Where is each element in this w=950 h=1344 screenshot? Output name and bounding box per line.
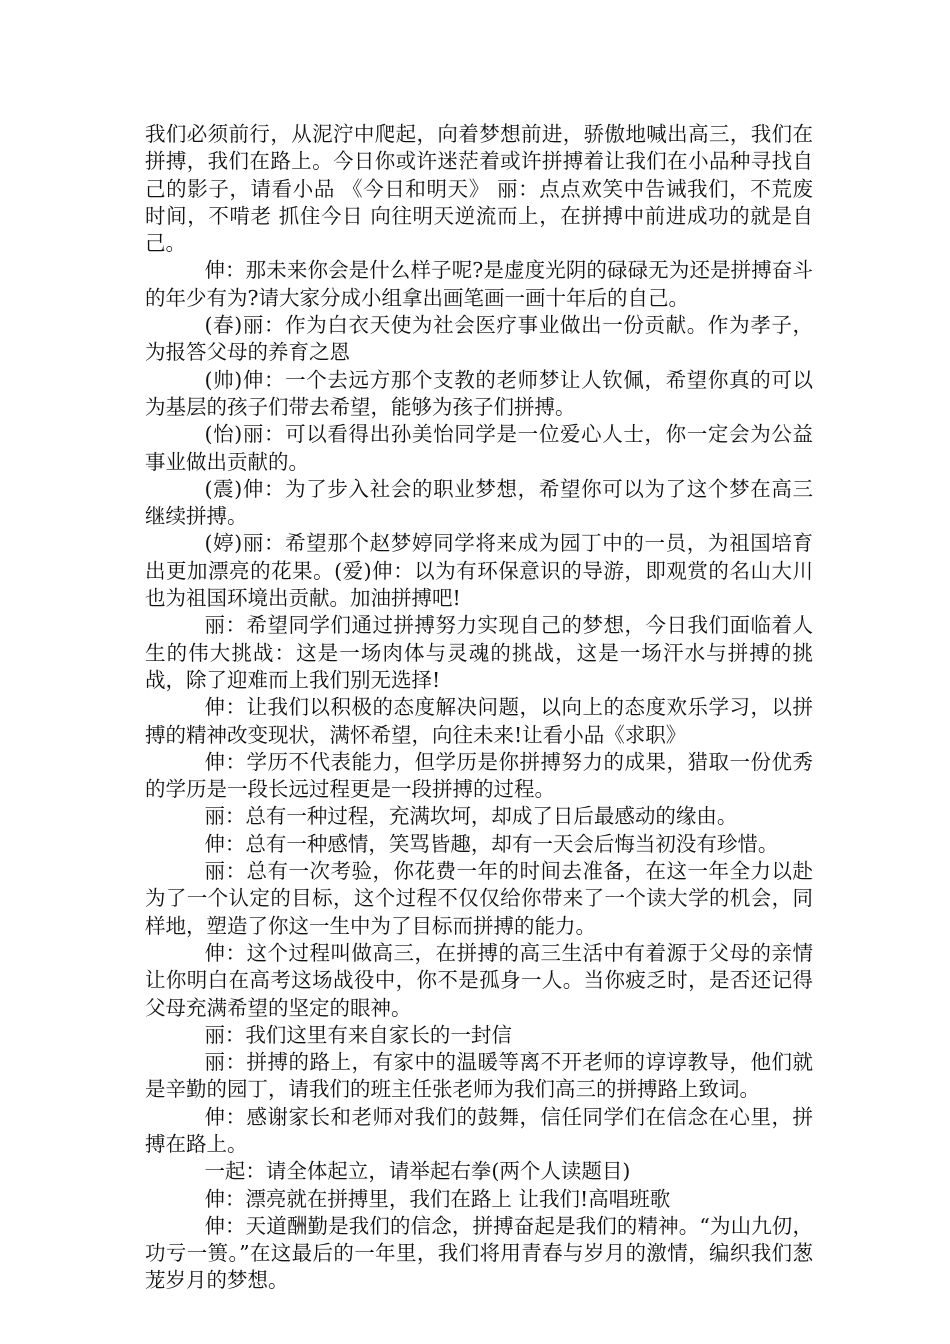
paragraph-senior-year: 伸：这个过程叫做高三，在拼搏的高三生活中有着源于父母的亲情让你明白在高考这场战役中，你不是孤身一人。当你疲乏时，是否还记得父母充满希望的坚定的眼神。 — [145, 940, 813, 1020]
paragraph-feeling: 伸：总有一种感情，笑骂皆趣，却有一天会后悔当初没有珍惜。 — [204, 831, 779, 856]
paragraph-stand-up: 一起：请全体起立，请举起右拳(两个人读题目) — [204, 1159, 631, 1184]
paragraph-yi: (怡)丽：可以看得出孙美怡同学是一位爱心人士，你一定会为公益事业做出贡献的。 — [145, 422, 813, 474]
paragraph-class-song: 伸：漂亮就在拼搏里，我们在路上 让我们!高唱班歌 — [204, 1186, 671, 1211]
document-body — [145, 121, 813, 1295]
paragraph-education: 伸：学历不代表能力，但学历是你拼搏努力的成果，猎取一份优秀的学历是一段长远过程更是一段拼搏的过程。 — [145, 749, 813, 802]
paragraph-chun: (春)丽：作为白衣天使为社会医疗事业做出一份贡献。作为孝子，为报答父母的养育之恩 — [145, 313, 813, 365]
paragraph-process: 丽：总有一种过程，充满坎坷，却成了日后最感动的缘由。 — [204, 804, 738, 829]
paragraph-test: 丽：总有一次考验，你花费一年的时间去准备，在这一年全力以赴为了一个认定的目标，这个过程不仅仅给你带来了一个读大学的机会，同样地，塑造了你这一生中为了目标而拼搏的能力。 — [145, 859, 813, 938]
paragraph-opening: 我们必须前行，从泥泞中爬起，向着梦想前进，骄傲地喊出高三，我们在拼搏，我们在路上。今日你或许迷茫着或许拼搏着让我们在小品种寻找自己的影子，请看小品 《今日和明天》 丽：点点欢笑中告诫我们，不荒废时间，不啃老 抓住今日 向往明天逆流而上，在拼搏中前进成功的就是自己。 — [145, 122, 813, 256]
paragraph-parent-letter: 丽：我们这里有来自家长的一封信 — [204, 1022, 512, 1047]
paragraph-closing: 伸：天道酬勤是我们的信念，拼搏奋起是我们的精神。“为山九仞，功亏一篑。”在这最后的一年里，我们将用青春与岁月的激情，编织我们葱茏岁月的梦想。 — [145, 1213, 813, 1293]
paragraph-ting: (婷)丽：希望那个赵梦婷同学将来成为园丁中的一员，为祖国培育出更加漂亮的花果。(爱)伸：以为有环保意识的导游，即观赏的名山大川也为祖国环境出贡献。加油拼搏吧! — [145, 531, 813, 611]
paragraph-shuai: (帅)伸：一个去远方那个支教的老师梦让人钦佩，希望你真的可以为基层的孩子们带去希望，能够为孩子们拼搏。 — [145, 367, 813, 419]
paragraph-teacher: 丽：拼搏的路上，有家中的温暖等离不开老师的谆谆教导，他们就是辛勤的园丁，请我们的班主任张老师为我们高三的拼搏路上致词。 — [145, 1050, 813, 1102]
paragraph-challenge: 丽：希望同学们通过拼搏努力实现自己的梦想，今日我们面临着人生的伟大挑战：这是一场肉体与灵魂的挑战，这是一场汗水与拼搏的挑战，除了迎难而上我们别无选择! — [145, 613, 813, 692]
paragraph-future-question: 伸：那未来你会是什么样子呢?是虚度光阴的碌碌无为还是拼搏奋斗的年少有为?请大家分成小组拿出画笔画一画十年后的自己。 — [145, 258, 813, 310]
paragraph-attitude: 伸：让我们以积极的态度解决问题，以向上的态度欢乐学习，以拼搏的精神改变现状，满怀希望，向往未来!让看小品《求职》 — [145, 695, 813, 747]
paragraph-zhen: (震)伸：为了步入社会的职业梦想，希望你可以为了这个梦在高三继续拼搏。 — [145, 476, 813, 529]
paragraph-thanks: 伸：感谢家长和老师对我们的鼓舞，信任同学们在信念在心里，拼搏在路上。 — [145, 1104, 813, 1156]
